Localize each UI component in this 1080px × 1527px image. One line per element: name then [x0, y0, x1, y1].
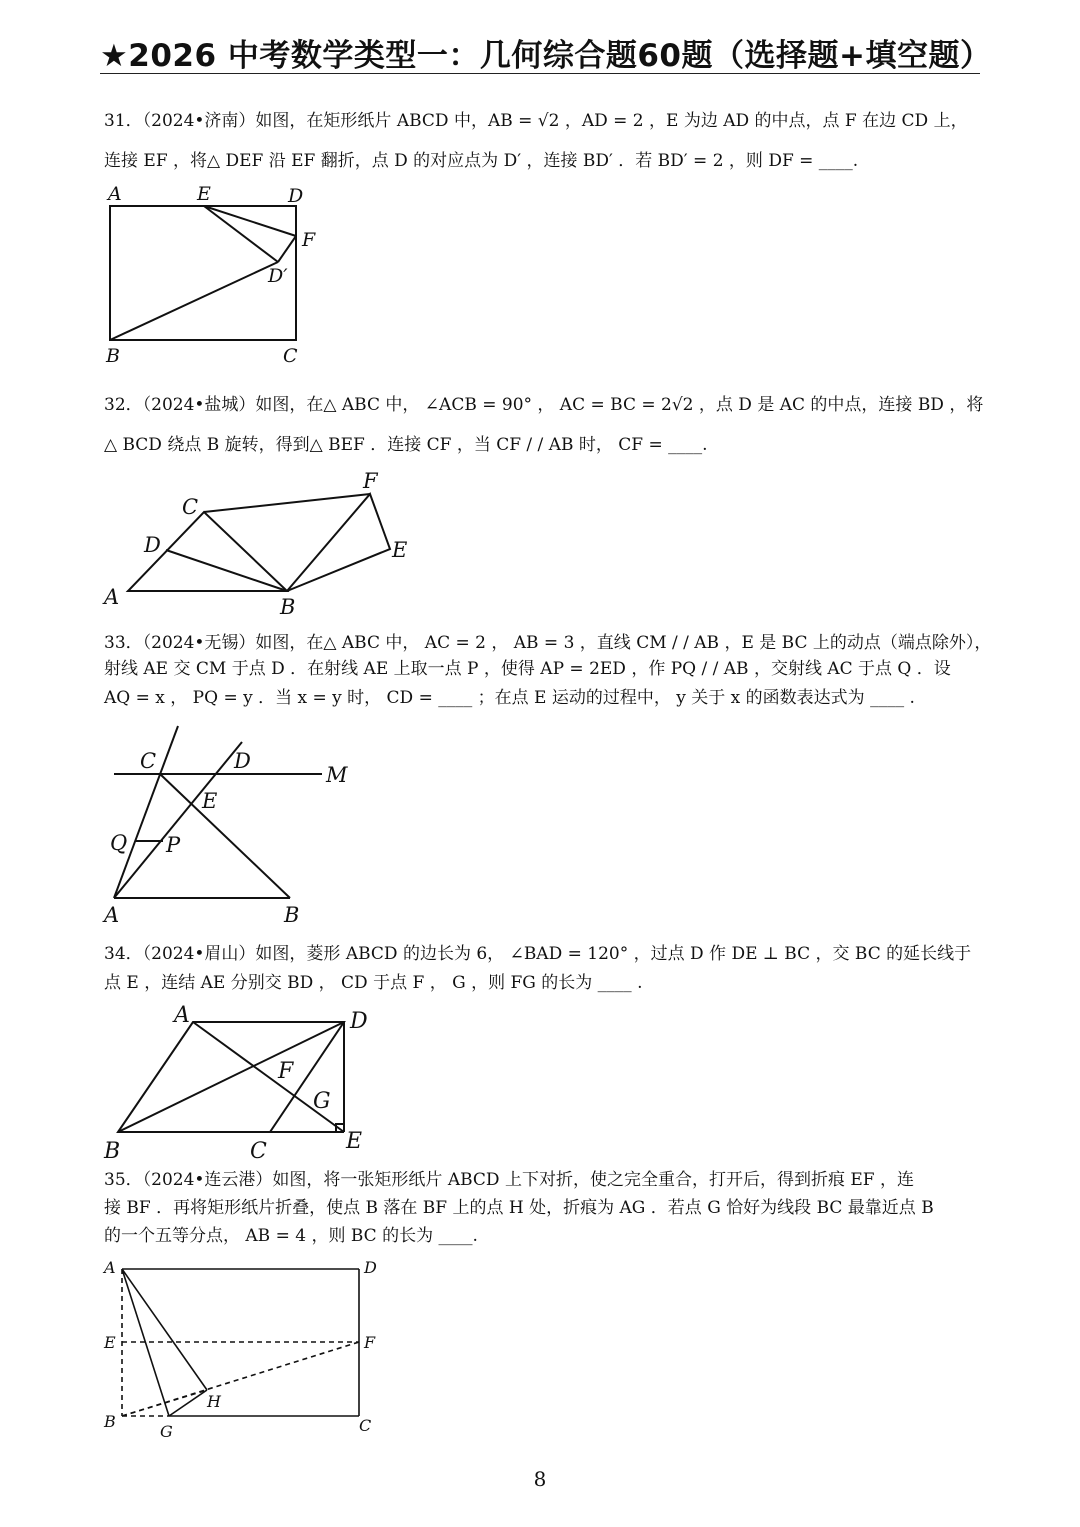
fig33-label-c: C: [140, 749, 157, 773]
problem-34-line-2: 点 E ，连结 AE 分别交 BD ， CD 于点 F ， G ，则 FG 的长为 ____ .: [104, 973, 643, 993]
fig31-segment-bd-prime: [110, 262, 278, 340]
fig35-label-e: E: [104, 1333, 116, 1352]
fig31-label-d: D: [288, 185, 304, 207]
page-number: 8: [533, 1467, 547, 1491]
fig34-diagonal-bd: [118, 1022, 344, 1132]
header-rule: [100, 73, 980, 74]
fig32-label-e: E: [392, 538, 408, 562]
figure-problem-35: [100, 1255, 390, 1447]
fig33-label-q: Q: [110, 831, 128, 855]
fig33-label-m: M: [326, 763, 348, 787]
fig32-segment-cf: [204, 494, 370, 512]
problem-33-line-3: AQ = x ， PQ = y ．当 x = y 时， CD = ____ ；在点 E 运动的过程中， y 关于 x 的函数表达式为 ____ .: [104, 688, 915, 708]
problem-31-line-1: 31．（2024•济南）如图，在矩形纸片 ABCD 中，AB = √2 ，AD = 2 ，E 为边 AD 的中点，点 F 在边 CD 上，: [104, 111, 968, 131]
fig31-label-e: E: [197, 183, 211, 205]
fig34-label-g: G: [313, 1089, 331, 1114]
fig32-segment-bd: [166, 550, 287, 591]
fig34-label-c: C: [250, 1139, 267, 1164]
problem-34-line-1: 34．（2024•眉山）如图，菱形 ABCD 的边长为 6， ∠BAD = 120° ，过点 D 作 DE ⊥ BC ，交 BC 的延长线于: [104, 944, 972, 964]
fig33-label-p: P: [166, 833, 181, 857]
fig33-label-d: D: [234, 749, 251, 773]
fig35-label-f: F: [364, 1333, 376, 1352]
fig33-label-b: B: [284, 903, 300, 927]
fig35-segment-gh: [169, 1390, 207, 1416]
problem-35-line-1: 35．（2024•连云港）如图，将一张矩形纸片 ABCD 上下对折，使之完全重合，打开后，得到折痕 EF ，连: [104, 1170, 914, 1190]
fig35-label-b: B: [104, 1412, 116, 1431]
fig31-segment-ed-prime: [204, 206, 278, 262]
fig33-label-e: E: [202, 789, 218, 813]
fig34-label-b: B: [104, 1139, 121, 1164]
fig32-label-d: D: [144, 533, 161, 557]
fig35-segment-ah: [122, 1269, 207, 1390]
fig34-label-d: D: [350, 1009, 368, 1034]
fig32-triangle-bef: [287, 494, 390, 591]
fig31-label-d-prime: D′: [268, 265, 288, 287]
fig32-label-b: B: [280, 595, 296, 619]
page-title: ★2026 中考数学类型一：几何综合题60题（选择题+填空题）: [100, 38, 992, 74]
fig32-label-a: A: [104, 585, 120, 609]
problem-35-line-3: 的一个五等分点， AB = 4 ，则 BC 的长为 ____.: [104, 1226, 478, 1246]
problem-31-line-2: 连接 EF ，将△ DEF 沿 EF 翻折，点 D 的对应点为 D′ ，连接 BD′ ．若 BD′ = 2 ，则 DF = ____.: [104, 151, 859, 171]
figure-problem-31: [100, 178, 330, 370]
fig34-label-f: F: [278, 1059, 294, 1084]
figure-problem-33: [100, 722, 360, 932]
figure-problem-34: [100, 998, 390, 1164]
fig34-label-a: A: [174, 1003, 190, 1028]
fig34-segment-ae: [193, 1022, 344, 1132]
fig35-label-a: A: [104, 1258, 116, 1277]
fig35-label-d: D: [364, 1258, 377, 1277]
fig31-label-a: A: [108, 183, 122, 205]
fig31-label-f: F: [302, 229, 316, 251]
fig33-label-a: A: [104, 903, 120, 927]
problem-32-line-1: 32．（2024•盐城）如图，在△ ABC 中， ∠ACB = 90° ， AC = BC = 2√2 ，点 D 是 AC 的中点，连接 BD ，将: [104, 395, 984, 415]
fig35-label-h: H: [207, 1392, 221, 1411]
problem-33-line-1: 33．（2024•无锡）如图，在△ ABC 中， AC = 2 ， AB = 3 ，直线 CM / / AB ，E 是 BC 上的动点（端点除外），: [104, 633, 992, 653]
fig31-label-b: B: [106, 345, 120, 367]
problem-32-line-2: △ BCD 绕点 B 旋转，得到△ BEF ．连接 CF ，当 CF / / AB 时， CF = ____.: [104, 435, 708, 455]
problem-35-line-2: 接 BF ．再将矩形纸片折叠，使点 B 落在 BF 上的点 H 处，折痕为 AG ．若点 G 恰好为线段 BC 最靠近点 B: [104, 1198, 934, 1218]
fig31-label-c: C: [283, 345, 298, 367]
problem-33-line-2: 射线 AE 交 CM 于点 D ．在射线 AE 上取一点 P ，使得 AP = 2ED ，作 PQ / / AB ，交射线 AC 于点 Q ．设: [104, 659, 951, 679]
fig31-segment-fd-prime: [278, 236, 296, 262]
fig35-label-c: C: [359, 1416, 372, 1435]
fig34-label-e: E: [346, 1129, 363, 1154]
fig32-label-c: C: [182, 495, 199, 519]
fig35-label-g: G: [160, 1422, 173, 1441]
fig33-ray-ae: [114, 742, 242, 898]
fig31-segment-ef: [204, 206, 296, 236]
fig32-label-f: F: [363, 469, 378, 493]
figure-problem-32: [100, 464, 420, 619]
